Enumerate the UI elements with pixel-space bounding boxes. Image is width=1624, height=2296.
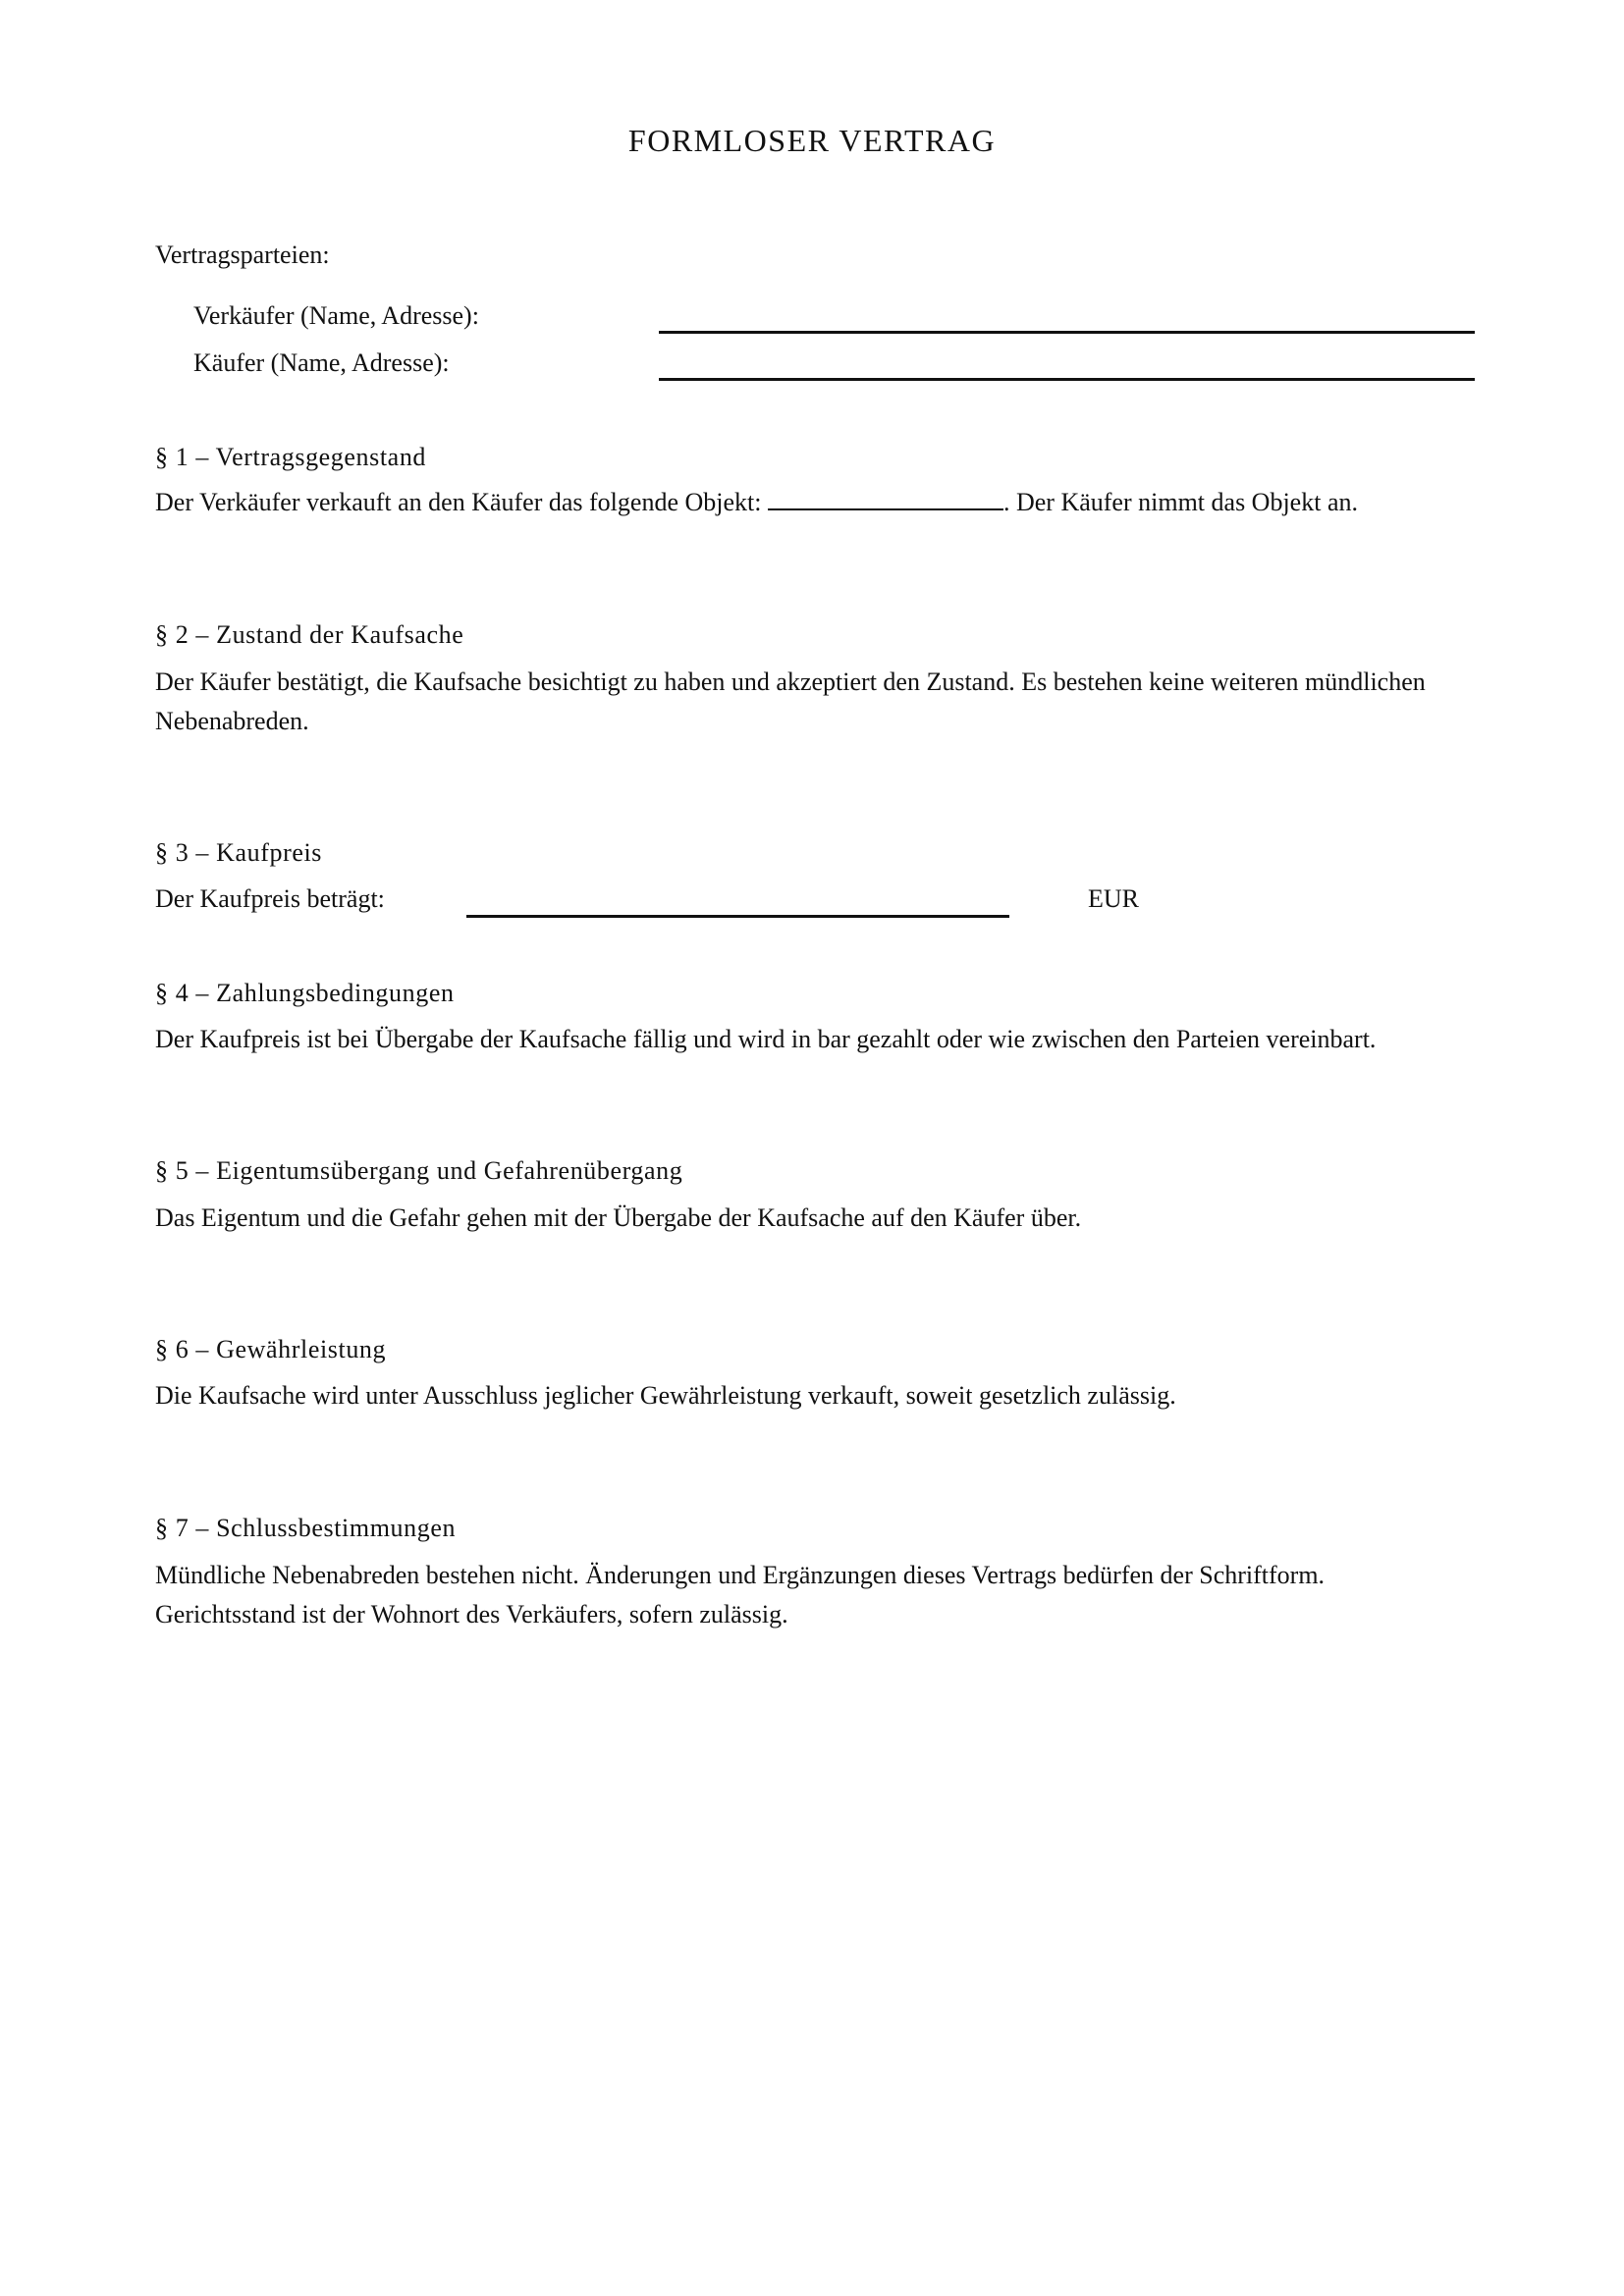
parties-label: Vertragsparteien: [155, 240, 330, 269]
section-4-heading: § 4 – Zahlungsbedingungen [155, 979, 455, 1007]
buyer-label: Käufer (Name, Adresse): [193, 348, 450, 377]
section-2-heading: § 2 – Zustand der Kaufsache [155, 620, 464, 649]
section-4-text: Der Kaufpreis ist bei Übergabe der Kaufsache fällig und wird in bar gezahlt oder wie zwischen den Parteien vereinbart. [155, 1025, 1377, 1053]
section-5-heading: § 5 – Eigentumsübergang und Gefahrenübergang [155, 1156, 683, 1185]
section-1-text-after: . Der Käufer nimmt das Objekt an. [1002, 488, 1358, 516]
section-1-text [155, 483, 1358, 522]
section-7-text: Mündliche Nebenabreden bestehen nicht. Änderungen und Ergänzungen dieses Vertrags bedürfen der Schriftform. Gerichtsstand ist der Wohnort des Verkäufers, sofern zulässig. [155, 1561, 1326, 1629]
currency-label: EUR [1088, 884, 1139, 913]
seller-signature-line[interactable] [659, 331, 1475, 334]
buyer-signature-line[interactable] [659, 378, 1475, 381]
section-7-heading: § 7 – Schlussbestimmungen [155, 1514, 457, 1542]
section-6-text: Die Kaufsache wird unter Ausschluss jeglicher Gewährleistung verkauft, soweit gesetzlich zulässig. [155, 1381, 1176, 1410]
section-2-text: Der Käufer bestätigt, die Kaufsache besichtigt zu haben und akzeptiert den Zustand. Es bestehen keine weiteren mündlichen Nebenabreden. [155, 667, 1426, 735]
seller-label: Verkäufer (Name, Adresse): [193, 301, 479, 330]
section-5-text: Das Eigentum und die Gefahr gehen mit der Übergabe der Kaufsache auf den Käufer über. [155, 1203, 1082, 1232]
price-blank-line[interactable] [466, 915, 1009, 918]
section-3-text: Der Kaufpreis beträgt: [155, 884, 385, 913]
object-blank-line[interactable] [768, 489, 1003, 510]
section-6-heading: § 6 – Gewährleistung [155, 1335, 387, 1363]
document-title: FORMLOSER VERTRAG [627, 123, 997, 158]
section-1-heading: § 1 – Vertragsgegenstand [155, 443, 427, 471]
section-3-heading: § 3 – Kaufpreis [155, 838, 323, 867]
section-1-text-before: Der Verkäufer verkauft an den Käufer das folgende Objekt: [155, 488, 768, 516]
